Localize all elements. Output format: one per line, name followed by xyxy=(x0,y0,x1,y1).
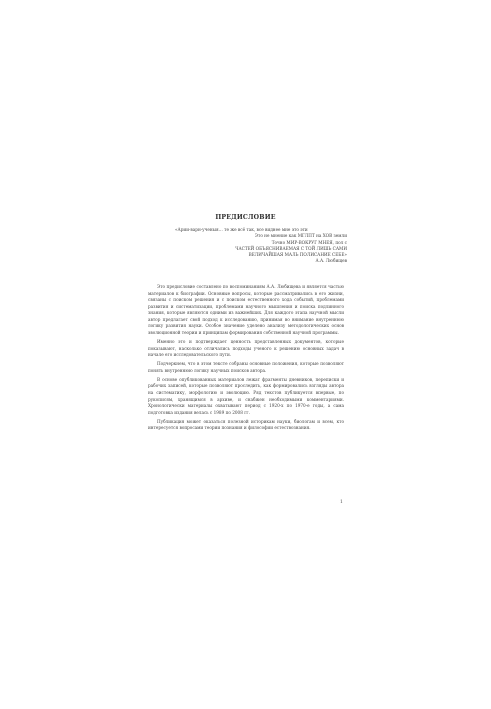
paragraph: Публикация может оказаться полезной историкам науки, биологам и всем, кто интересуется вопросами теории познания и философии естествознания. xyxy=(148,418,344,431)
paragraph: Именно это и подтверждает ценность представленных документов, которые показывают, насколько отличались подходы ученого к решению основных задач в начале его исследовательского пути. xyxy=(148,338,344,358)
epigraph-line: ЧАСТЕЙ ОБЪЯСНИВАЕМАЯ С ТОЙ ЛИШЬ САМИ xyxy=(235,245,347,251)
epigraph-author: А.А. Любищев xyxy=(315,258,347,264)
paragraph: В основе опубликованных материалов лежат фрагменты дневников, переписки и рабочих записей, которые позволяют проследить, как формировались взгляды автора на систематику, морфологию и эволюцию. Ряд текстов публикуется впервые, по рукописям, хранящимся в архиве, и снабжен необходимыми комментариями. Хронологически материалы охватывают период с 1920-х по 1970-е годы, а сама подготовка издания велась с 1989 по 2008 гг. xyxy=(148,376,344,415)
paragraph: Это предисловие составлено по воспоминаниям А.А. Любищева и является частью материалов к биографии. Основные вопросы, которые рассматривались в его жизни, связаны с поиском решения и с поиском естественного хода событий, проблемами развития и систематизации, проблемами научного мышления и поиска подлинного знания, которые являются одними из важнейших. Для каждого этапа научной мысли автор предлагает свой подход к исследованию, принимая во внимание внутреннюю логику развития науки. Особое значение уделено анализу методологических основ эволюционной теории и принципам формирования собственной научной программы. xyxy=(148,284,344,335)
body-text xyxy=(148,284,344,434)
epigraph-line: Это не мнение как МГЛПТ на ХОВ земли xyxy=(254,233,347,239)
page-number: 1 xyxy=(340,500,343,505)
paragraph: Подчеркнем, что в этом тексте собраны основные положения, которые позволяют понять внутреннюю логику научных поисков автора. xyxy=(148,361,344,373)
epigraph-line: Точно МИР-ВОКРУГ МНЕЯ, пол с xyxy=(271,239,347,245)
page-title: ПРЕДИСЛОВИЕ xyxy=(215,214,276,221)
epigraph xyxy=(175,227,347,265)
epigraph-line: «Арии-варн-ученыя… те же всё так, все виднее мне это эти xyxy=(175,227,308,232)
epigraph-line: ВЕЛИЧАЙШАЯ МАЛЬ ПОЛИСАНИЕ СЕБЕ» xyxy=(248,252,347,258)
